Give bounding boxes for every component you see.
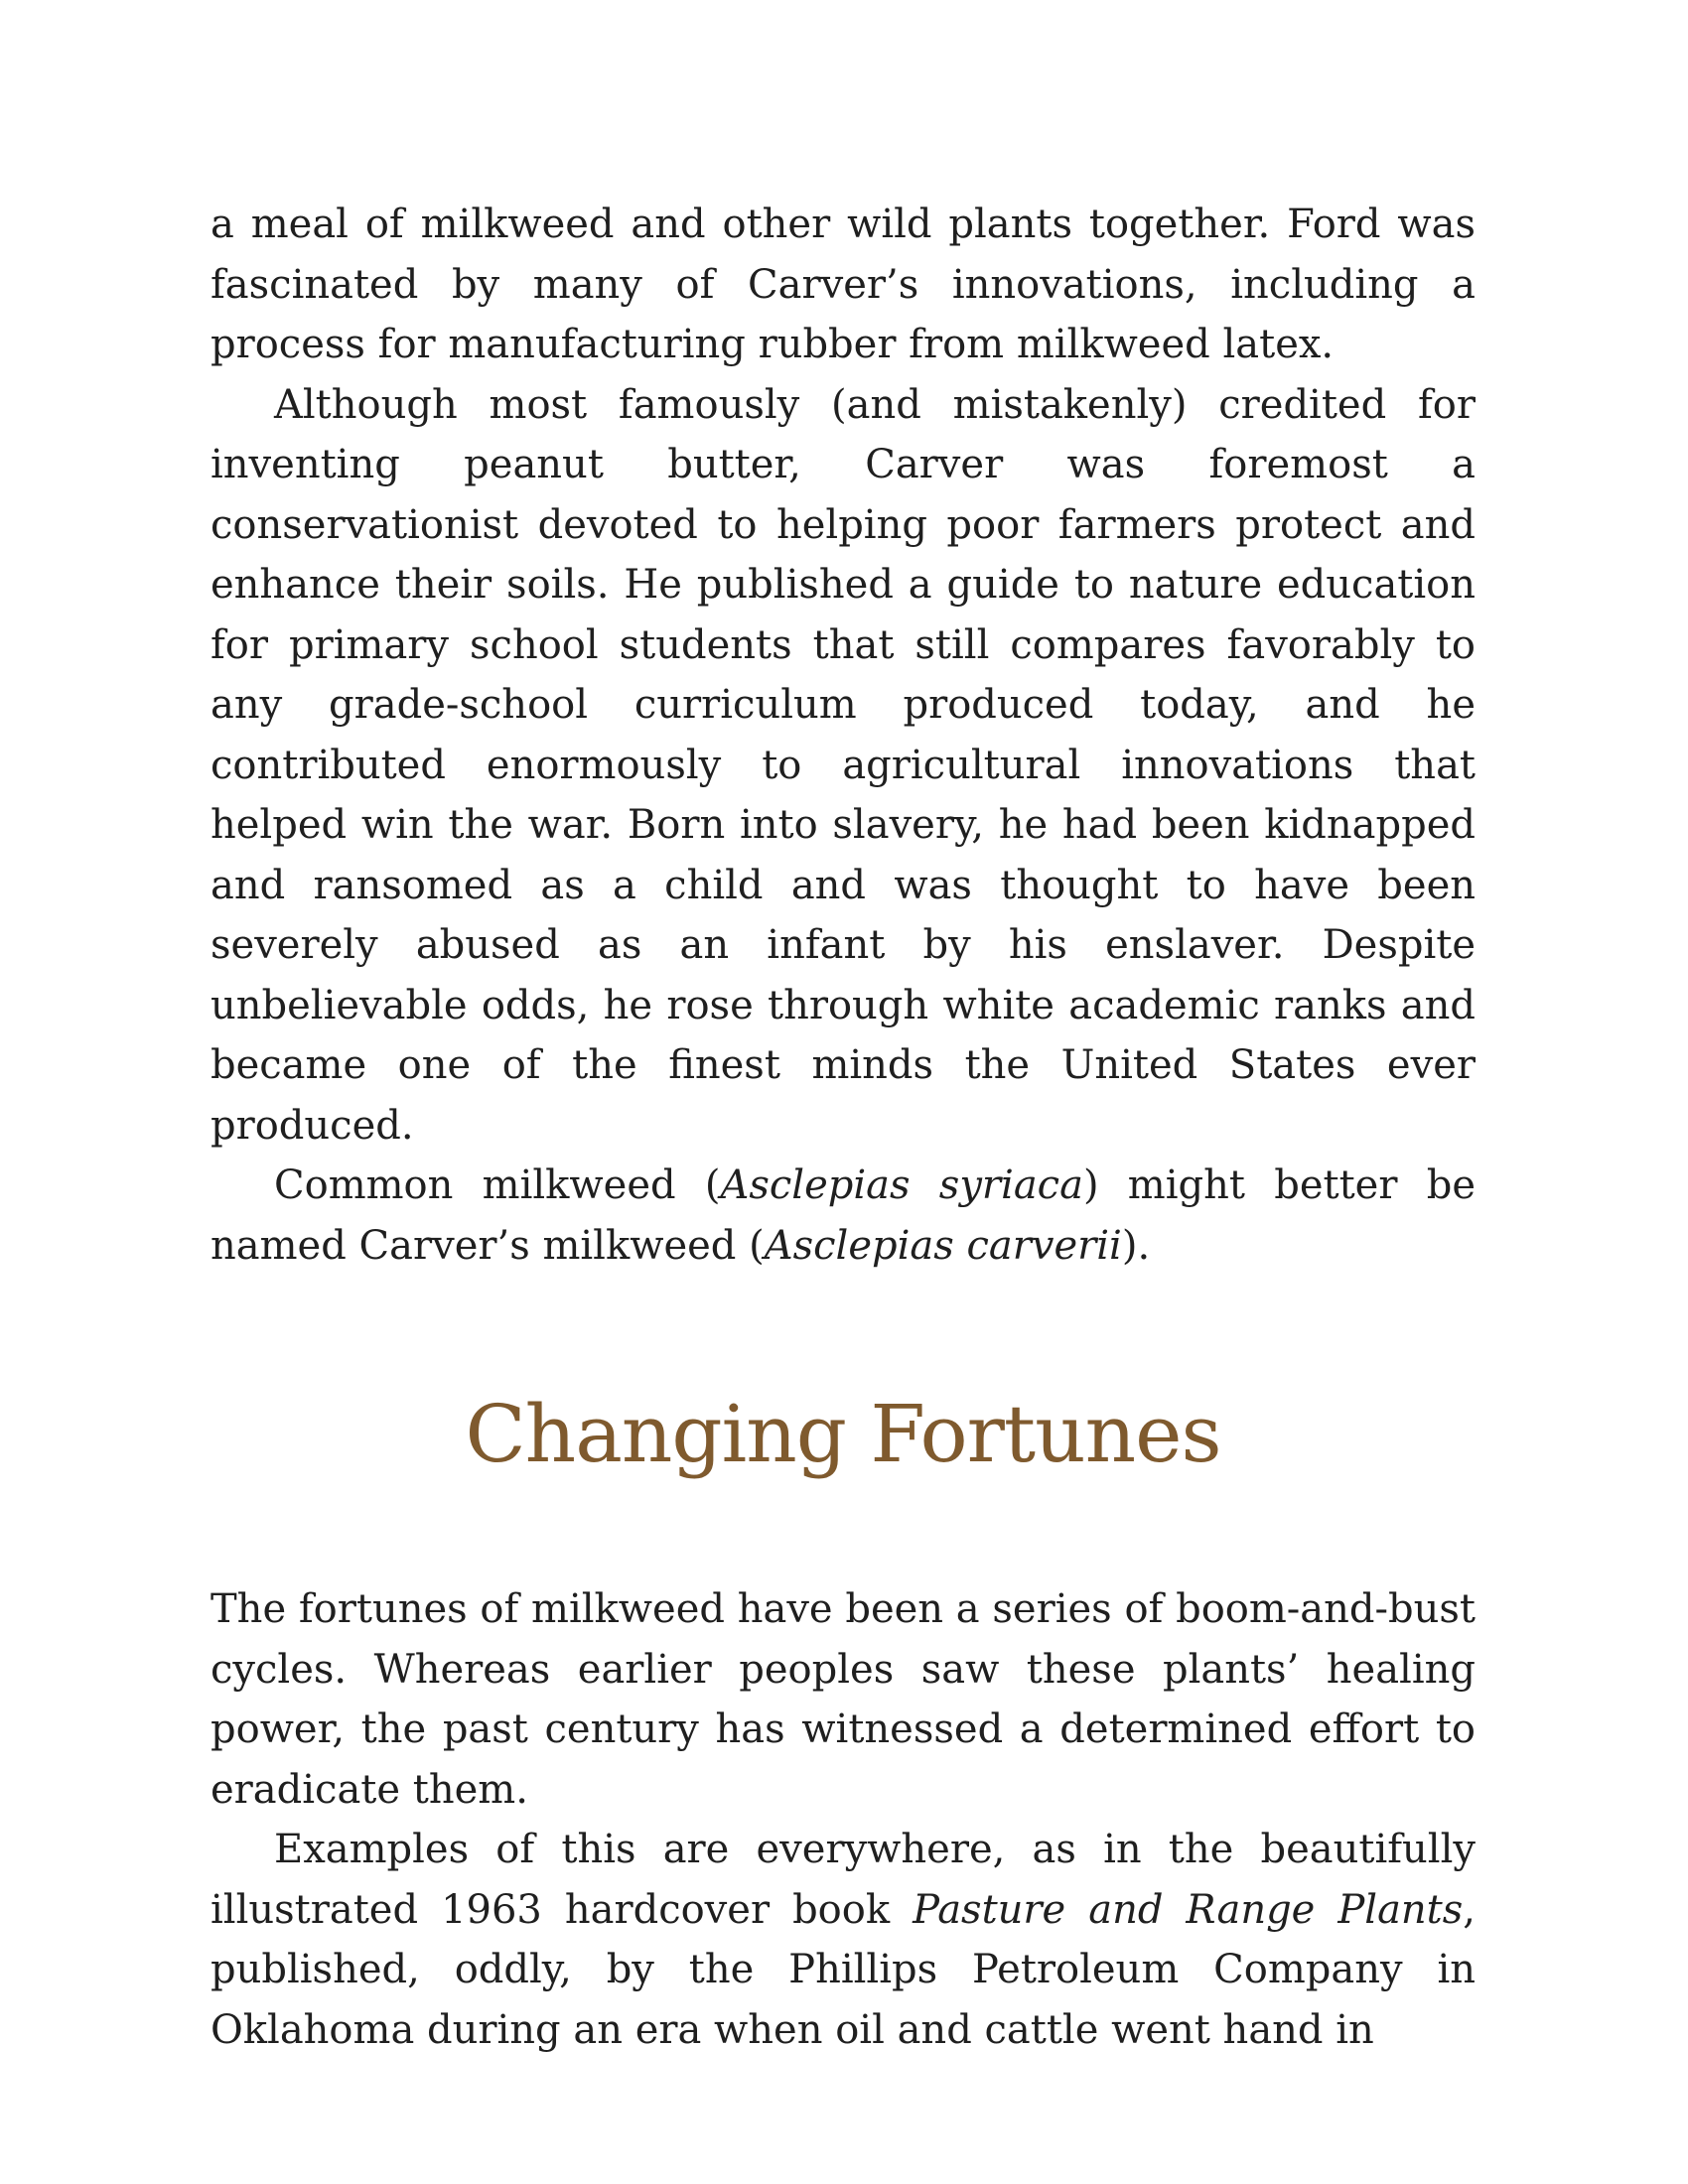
paragraph-boom-and-bust: The fortunes of milkweed have been a series of boom-and-bust cycles. Whereas earlier peoples saw these plants’ healing power, the past century has witnessed a determined effort to eradicate them.	[211, 1586, 1476, 1813]
book-page	[211, 195, 1476, 2060]
section-heading: Changing Fortunes	[465, 1388, 1221, 1480]
species-name-syriaca: Asclepias syriaca	[720, 1162, 1083, 1208]
text-run: ).	[1121, 1222, 1151, 1269]
paragraph-carver-milkweed	[211, 1156, 1476, 1276]
book-title: Pasture and Range Plants	[913, 1886, 1464, 1933]
text-run: Common milkweed (	[274, 1162, 721, 1208]
species-name-carverii: Asclepias carverii	[764, 1222, 1122, 1269]
paragraph-ford-carver: a meal of milkweed and other wild plants together. Ford was fascinated by many of Carver’s innovations, including a process for manufacturing rubber from milkweed latex.	[211, 202, 1476, 367]
paragraph-carver-biography: Although most famously (and mistakenly) credited for inventing peanut butter, Carver was foremost a conservationist devoted to helping poor farmers protect and enhance their soils. He published a guide to nature education for primary school students that still compares favorably to any grade-school curriculum produced today, and he contributed enormously to agricultural innovations that helped win the war. Born into slavery, he had been kidnapped and ransomed as a child and was thought to have been severely abused as an infant by his enslaver. Despite unbelievable odds, he rose through white academic ranks and became one of the finest minds the United States ever produced.	[211, 381, 1476, 1149]
paragraph-pasture-book	[211, 1820, 1476, 2060]
text-run: , published, oddly, by the Phillips Petroleum Company in Oklahoma during an era when oil and cattle went hand in	[211, 1886, 1476, 2053]
text-run: Examples of this are everywhere, as in the beautifully illustrated 1963 hardcover book	[211, 1827, 1476, 1933]
text-run: ) might better be named Carver’s milkweed (	[211, 1162, 1476, 1269]
